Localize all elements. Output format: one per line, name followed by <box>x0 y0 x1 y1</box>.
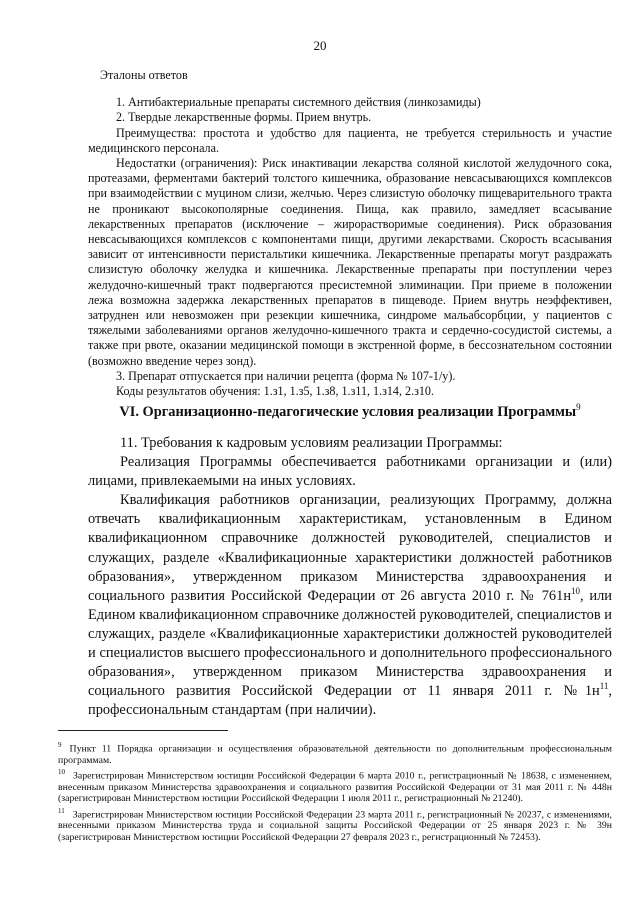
footnote-number: 10 <box>58 768 65 777</box>
section-body <box>88 434 612 720</box>
qualification-text-3: , профессиональным стандартам (при наличии). <box>88 683 612 719</box>
paragraph-staff: Реализация Программы обеспечивается работниками организации и (или) лицами, привлекаемыми на иных условиях. <box>88 454 612 490</box>
answer-advantages: Преимущества: простота и удобство для пациента, не требуется стерильность и участие медицинского персонала. <box>88 125 612 155</box>
footnote-ref-11: 11 <box>599 681 609 692</box>
footnote-number: 9 <box>58 741 62 749</box>
answer-item-1: 1. Антибактериальные препараты системного действия (линкозамиды) <box>116 95 481 110</box>
answers-heading: Эталоны ответов <box>100 68 188 82</box>
paragraph-qualification <box>88 491 612 720</box>
answer-key-block <box>88 68 612 399</box>
learning-codes: Коды результатов обучения: 1.з1, 1.з5, 1.з8, 1.з11, 1.з14, 2.з10. <box>116 384 434 399</box>
footnotes <box>58 740 612 844</box>
footnote-ref-9: 9 <box>576 402 581 412</box>
answer-item-3: 3. Препарат отпускается при наличии рецепта (форма № 107-1/у). <box>116 368 456 383</box>
requirements-heading: 11. Требования к кадровым условиям реализации Программы: <box>120 435 503 451</box>
footnote-text: Зарегистрирован Министерством юстиции Российской Федерации 6 марта 2010 г., регистрационный № 18638, с изменением, внесенным приказом Министерства здравоохранения и социального развития Российской Федерации от 31 мая 2011 г. № 448н (зарегистрирован Министерством юстиции Российской Федерации 1 июля 2011 г., регистрационный № 21240). <box>58 770 612 805</box>
footnote <box>58 806 612 843</box>
footnote <box>58 767 612 804</box>
footnote <box>58 740 612 766</box>
answer-item-2: 2. Твердые лекарственные формы. Прием внутрь. <box>116 110 372 125</box>
qualification-text-2: , или Едином квалификационном справочнике должностей руководителей, специалистов и служащих, разделе «Квалификационные характеристики должностей руководителей и специалистов высшего профессионального и дополнительного профессионального образования», утвержденном приказом Министерства здравоохранения и социального развития Российской Федерации от 11 января 2011 г. №1н <box>88 587 612 700</box>
section-title <box>88 402 612 421</box>
answer-disadvantages: Недостатки (ограничения): Риск инактивации лекарства соляной кислотой желудочного сока, протеазами, ферментами бактерий толстого кишечника, образование невсасывающихся комплексов при взаимодействии с муцином слизи, желчью. Через слизистую оболочку пищеварительного тракта не проникают высокополярные соединения. Пища, как правило, замедляет всасывание лекарственных препаратов (исключение – жирорастворимые соединения). Риск образования невсасывающихся комплексов с компонентами пищи, другими лекарствами. Скорость всасывания зависит от интенсивности перистальтики кишечника. Лекарственные препараты могут раздражать слизистую оболочку желудка и кишечника. Лекарственные препараты при поступлении через желудочно-кишечный тракт подвергаются пресистемной элиминации. При приеме в положении лежа возможна задержка лекарственных препаратов в пищеводе. Прием внутрь неэффективен, затруднен или невозможен при резекции кишечника, синдроме мальабсорбции, у пациентов с тяжелыми заболеваниями органов желудочно-кишечного тракта и сердечно-сосудистой системы, а также при рвоте, оказании медицинской помощи в экстренной форме, в бессознательном состоянии (возможно введение через зонд). <box>88 156 612 368</box>
page-number: 20 <box>313 38 327 53</box>
qualification-text-1: Квалификация работников организации, реализующих Программу, должна отвечать квалификационным характеристикам, установленным в Едином квалификационном справочнике должностей руководителей, специалистов и служащих, разделе «Квалификационные характеристики должностей работников образования», утвержденном приказом Министерства здравоохранения и социального развития Российской Федерации от 26 августа 2010 г. № 761н <box>88 492 612 604</box>
footnote-number: 11 <box>58 806 65 815</box>
footnote-text: Зарегистрирован Министерством юстиции Российской Федерации 23 марта 2011 г., регистрационный № 20237, с изменениями, внесенными приказом Министерства труда и социальной защиты Российской Федерации от 25 января 2023 г. № 39н (зарегистрирован Министерством юстиции Российской Федерации 27 февраля 2023 г., регистрационный № 72453). <box>58 808 612 843</box>
footnote-text: Пункт 11 Порядка организации и осуществления образовательной деятельности по дополнительным профессиональным программам. <box>58 743 612 766</box>
footnote-divider <box>58 730 228 731</box>
section-title-text: VI. Организационно-педагогические условия реализации Программы <box>119 403 577 420</box>
footnote-ref-10: 10 <box>571 585 581 596</box>
